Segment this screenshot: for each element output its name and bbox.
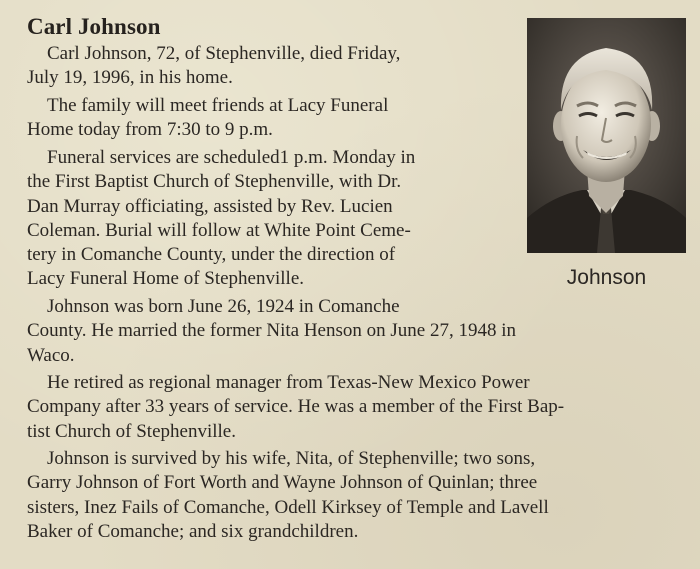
paragraph-death-notice [27,42,497,91]
paragraph-visitation [27,94,497,143]
text-line: sisters, Inez Fails of Comanche, Odell Kirksey of Temple and Lavell [27,496,549,518]
text-line: He retired as regional manager from Texas-New Mexico Power [47,372,530,393]
text-line: Company after 33 years of service. He was a member of the First Bap- [27,396,565,418]
obituary-headline: Carl Johnson [27,14,161,39]
paragraph-survivors [27,447,677,544]
text-line: County. He married the former Nita Henson on June 27, 1948 in [27,320,516,342]
text-line: Waco. [27,344,75,366]
text-line: Garry Johnson of Fort Worth and Wayne Johnson of Quinlan; three [27,472,538,494]
text-line: Johnson is survived by his wife, Nita, of Stephenville; two sons, [47,448,536,469]
text-line: Johnson was born June 26, 1924 in Comanche [47,296,400,317]
text-line: tery in Comanche County, under the direction of [27,244,396,266]
paragraph-funeral-services [27,146,507,292]
text-line: tist Church of Stephenville. [27,420,236,442]
paragraph-biography [27,295,677,368]
text-line: Coleman. Burial will follow at White Point Ceme- [27,219,411,241]
text-line: the First Baptist Church of Stephenville, with Dr. [27,171,402,193]
text-line: The family will meet friends at Lacy Funeral [47,95,389,116]
photo-caption: Johnson [566,266,647,289]
portrait-photo [527,18,686,253]
text-line: Home today from 7:30 to 9 p.m. [27,119,273,141]
text-line: Funeral services are scheduled1 p.m. Monday in [47,147,416,168]
text-line: Lacy Funeral Home of Stephenville. [27,268,305,290]
text-line: July 19, 1996, in his home. [27,67,233,89]
text-line: Dan Murray officiating, assisted by Rev. Lucien [27,195,393,217]
text-line: Carl Johnson, 72, of Stephenville, died Friday, [47,43,401,64]
text-line: Baker of Comanche; and six grandchildren. [27,520,359,542]
paragraph-career [27,371,677,444]
